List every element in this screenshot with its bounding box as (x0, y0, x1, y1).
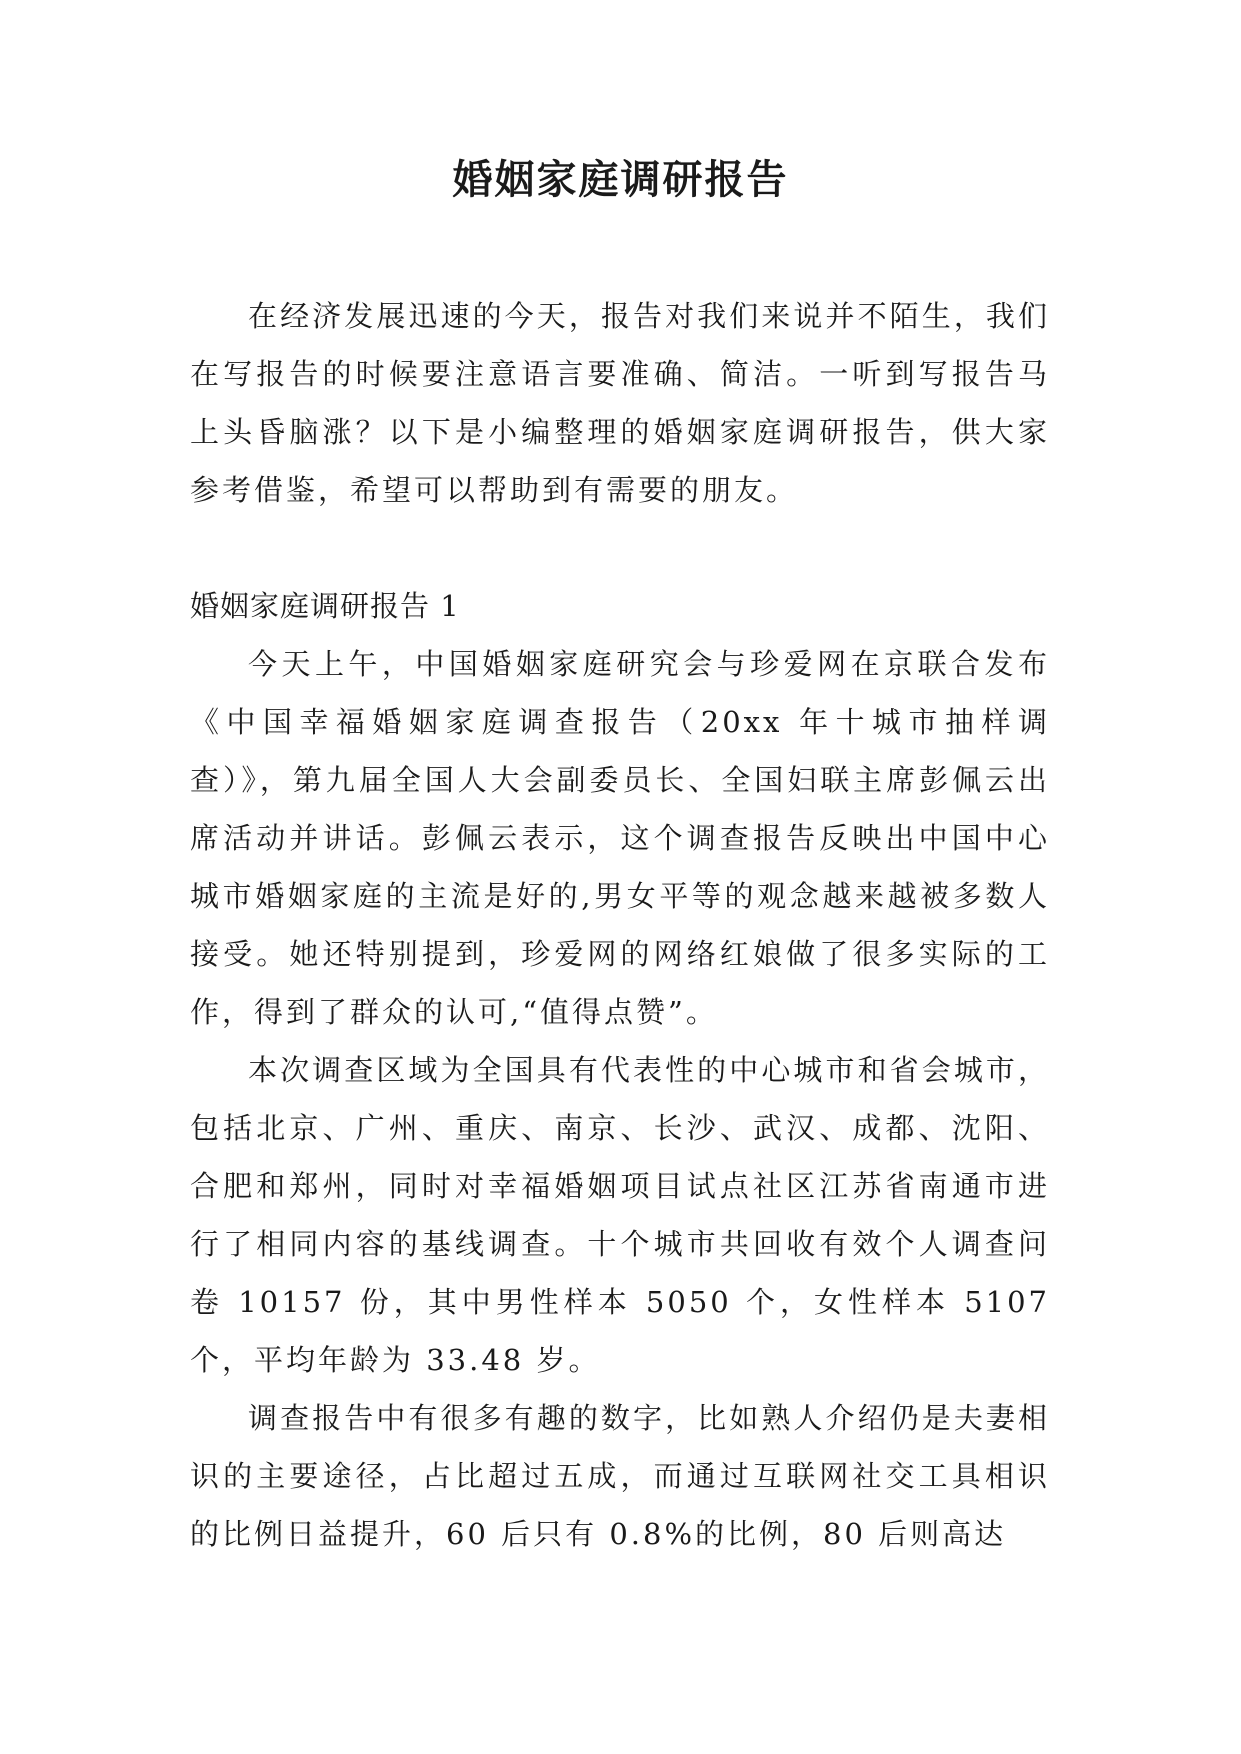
document-body (190, 287, 1050, 1563)
body-paragraph-1: 今天上午，中国婚姻家庭研究会与珍爱网在京联合发布《中国幸福婚姻家庭调查报告（20xx 年十城市抽样调查）》，第九届全国人大会副委员长、全国妇联主席彭佩云出席活动并讲话。彭佩云表示，这个调查报告反映出中国中心城市婚姻家庭的主流是好的,男女平等的观念越来越被多数人接受。她还特别提到，珍爱网的网络红娘做了很多实际的工作，得到了群众的认可,“值得点赞”。 (190, 647, 1050, 1029)
body-paragraph-3: 调查报告中有很多有趣的数字，比如熟人介绍仍是夫妻相识的主要途径，占比超过五成，而通过互联网社交工具相识的比例日益提升，60 后只有 0.8%的比例，80 后则高达 (190, 1401, 1050, 1551)
section-heading: 婚姻家庭调研报告 1 (190, 589, 460, 623)
body-paragraph-2: 本次调查区域为全国具有代表性的中心城市和省会城市，包括北京、广州、重庆、南京、长沙、武汉、成都、沈阳、合肥和郑州，同时对幸福婚姻项目试点社区江苏省南通市进行了相同内容的基线调查。十个城市共回收有效个人调查问卷 10157 份，其中男性样本 5050 个，女性样本 5107 个，平均年龄为 33.48 岁。 (190, 1053, 1050, 1377)
intro-paragraph: 在经济发展迅速的今天，报告对我们来说并不陌生，我们在写报告的时候要注意语言要准确、简洁。一听到写报告马上头昏脑涨？以下是小编整理的婚姻家庭调研报告，供大家参考借鉴，希望可以帮助到有需要的朋友。 (190, 299, 1050, 507)
document-title: 婚姻家庭调研报告 (452, 156, 789, 203)
